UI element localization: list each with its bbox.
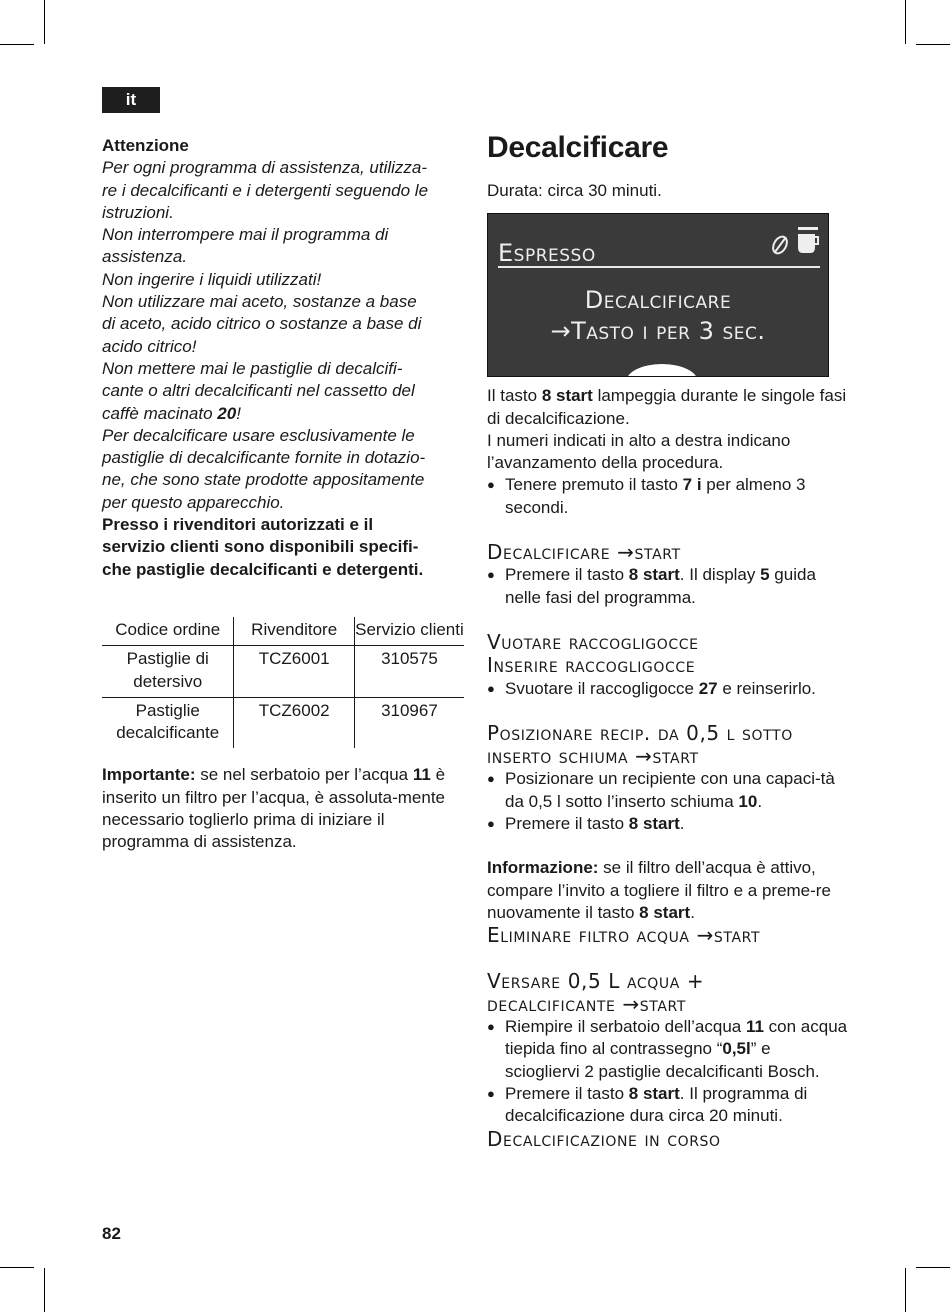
crop-mark [44, 0, 45, 44]
tablet-icon [770, 232, 792, 262]
text: con acqua tiepida fino al contrassegno “ [505, 1017, 848, 1059]
display-header [498, 232, 820, 268]
crop-mark [0, 44, 34, 45]
important-text: è inserito un filtro per l’acqua, è assoluta-mente necessario toglierlo prima di iniziare il programma di assistenza. [102, 765, 446, 852]
list-item [487, 1016, 849, 1083]
step-label-text: decalcificante →start [487, 991, 686, 1016]
intro-text [487, 385, 849, 519]
step-drip-tray [487, 631, 849, 700]
table-header-row [102, 617, 464, 646]
warning-line: ne, che sono state prodotte appositamente [102, 470, 425, 490]
crop-mark [44, 1268, 45, 1312]
crop-mark [905, 0, 906, 44]
step-label-text: inserto schiuma →start [487, 744, 699, 769]
crop-mark [916, 44, 950, 45]
warning-line: per questo apparecchio. [102, 492, 285, 512]
text: . Il programma di decalcificazione dura circa 20 minuti. [505, 1084, 808, 1126]
step-label-text: Decalcificare →start [487, 540, 681, 565]
step-label-text: Eliminare filtro acqua →start [487, 923, 761, 948]
key-ref: 8 start [628, 565, 680, 585]
table-cell: TCZ6002 [234, 697, 354, 748]
text: per almeno 3 secondi. [505, 475, 806, 517]
warning-line: Non ingerire i liquidi utilizzati! [102, 269, 322, 289]
info-paragraph [487, 857, 849, 924]
key-ref: 8 start [628, 1084, 680, 1104]
key-ref: 8 start [639, 902, 691, 922]
step-label-text: Versare 0,5 L acqua + [487, 968, 705, 993]
list-item [487, 678, 849, 700]
step-label [487, 1128, 849, 1151]
table-cell: 310575 [354, 646, 464, 698]
text: se il filtro dell’acqua è attivo, compare l’invito a togliere il filtro e a preme-re nuovamente il tasto [487, 858, 831, 922]
step-bullets [487, 768, 849, 835]
crop-mark [905, 1268, 906, 1312]
text: Il tasto [487, 386, 542, 406]
table-cell: TCZ6001 [234, 646, 354, 698]
list-item [487, 813, 849, 835]
info-label: Informazione: [487, 858, 599, 878]
display-icons [770, 226, 820, 266]
reference-number: 11 [412, 765, 431, 785]
page-number: 82 [102, 1224, 121, 1243]
text: . Il display [679, 565, 761, 585]
cup-icon [796, 226, 820, 262]
intro-paragraph: I numeri indicati in alto a destra indicano l’avanzamento della procedura. [487, 430, 791, 473]
left-column [102, 135, 464, 854]
text: ” e sciogliervi 2 pastiglie decalcificanti Bosch. [505, 1039, 820, 1081]
intro-paragraph [487, 385, 849, 430]
section-title: Decalcificare [487, 131, 669, 164]
step-container [487, 722, 849, 835]
text: e reinserirlo. [717, 678, 816, 698]
step-label [487, 631, 849, 654]
important-text: se nel serbatoio per l’acqua [195, 765, 413, 785]
step-label [487, 924, 849, 947]
step-label-text: Posizionare recip. da 0,5 l sotto [487, 720, 793, 745]
step-label-text: Inserire raccogligocce [487, 653, 696, 678]
table-header: Codice ordine [102, 617, 234, 646]
list-item [487, 474, 849, 519]
text: . [757, 791, 763, 811]
table-header: Servizio clienti [354, 617, 464, 646]
warning-text [102, 157, 464, 514]
list-item [487, 564, 849, 609]
crop-mark [916, 1267, 950, 1268]
warning-line: acido citrico! [102, 336, 197, 356]
step-bullets [487, 1016, 849, 1127]
warning-line: di aceto, acido citrico o sostanze a base di [102, 314, 422, 334]
text: Tenere premuto il tasto [505, 475, 683, 495]
warning-bold-note [102, 514, 464, 581]
text: Riempire il serbatoio dell’acqua [505, 1017, 746, 1037]
text: . [679, 814, 685, 834]
important-label: Importante: [102, 765, 196, 785]
text: Svuotare il raccogligocce [505, 678, 699, 698]
step-decalcify [487, 541, 849, 609]
intro-bullets [487, 474, 849, 519]
key-ref: 8 start [541, 386, 593, 406]
text: Posizionare un recipiente con una capaci-tà da 0,5 l sotto l’inserto schiuma [505, 769, 835, 811]
info-note [487, 857, 849, 947]
step-label [487, 654, 849, 677]
warning-line: assistenza. [102, 247, 188, 267]
table-header: Rivenditore [234, 617, 354, 646]
warning-line: Non utilizzare mai aceto, sostanze a base [102, 292, 417, 312]
step-label-text: Vuotare raccogligocce [487, 629, 699, 654]
warning-title: Attenzione [102, 136, 189, 155]
step-label [487, 541, 849, 564]
key-ref: 10 [738, 791, 758, 811]
list-item [487, 768, 849, 813]
text: Premere il tasto [505, 1084, 629, 1104]
language-tab: it [102, 87, 160, 113]
order-table [102, 617, 464, 748]
step-label [487, 722, 849, 745]
device-display [487, 213, 829, 377]
table-row [102, 697, 464, 748]
reference-number: 20 [217, 403, 237, 423]
key-ref: 11 [745, 1017, 764, 1037]
duration-text: Durata: circa 30 minuti. [487, 181, 662, 200]
step-label [487, 970, 849, 993]
crop-mark [0, 1267, 34, 1268]
table-row [102, 646, 464, 698]
key-ref: 8 start [628, 814, 680, 834]
text: Premere il tasto [505, 565, 629, 585]
warning-line [102, 403, 464, 425]
step-bullets [487, 564, 849, 609]
warning-line: Non mettere mai le pastiglie di decalcifi- [102, 358, 403, 378]
key-ref: 5 [760, 565, 770, 585]
punctuation: ! [236, 403, 241, 423]
warning-line-text: caffè macinato [102, 403, 218, 423]
important-note [102, 764, 464, 853]
warning-line: Per ogni programma di assistenza, utilizza- [102, 158, 428, 178]
key-ref: 0,5l [722, 1039, 751, 1059]
step-label [487, 993, 849, 1016]
key-ref: 27 [698, 678, 718, 698]
table-cell: Pastiglie di detersivo [102, 646, 234, 698]
list-item [487, 1083, 849, 1128]
warning-line: pastiglie di decalcificante fornite in dotazio- [102, 448, 426, 468]
key-ref: 7 i [682, 475, 702, 495]
table-cell: 310967 [381, 700, 438, 720]
right-column [487, 130, 849, 1151]
warning-bold-line: che pastiglie decalcificanti e detergenti. [102, 559, 424, 579]
display-bezel-arc [626, 364, 698, 377]
warning-line: re i decalcificanti e i detergenti seguendo le [102, 180, 429, 200]
text: guida nelle fasi del programma. [505, 565, 816, 607]
warning-bold-line: Presso i rivenditori autorizzati e il [102, 515, 374, 535]
display-line-2: →Tasto i per 3 sec. [550, 317, 766, 346]
table-cell: Pastiglie decalcificante [102, 697, 234, 748]
warning-bold-line: servizio clienti sono disponibili specifi- [102, 537, 419, 557]
text: lampeggia durante le singole fasi di decalcificazione. [487, 386, 847, 428]
display-mode: Espresso [498, 239, 596, 267]
step-bullets [487, 678, 849, 700]
warning-line: istruzioni. [102, 202, 174, 222]
text: Premere il tasto [505, 814, 629, 834]
warning-line: Per decalcificare usare esclusivamente le [102, 425, 415, 445]
text: . [690, 902, 695, 922]
step-label [487, 745, 849, 768]
step-label-text: Decalcificazione in corso [487, 1126, 721, 1151]
display-line-1: Decalcificare [584, 286, 732, 315]
warning-line: Non interrompere mai il programma di [102, 225, 389, 245]
step-fill-water [487, 970, 849, 1151]
warning-line: cante o altri decalcificanti nel cassetto del [102, 381, 415, 401]
